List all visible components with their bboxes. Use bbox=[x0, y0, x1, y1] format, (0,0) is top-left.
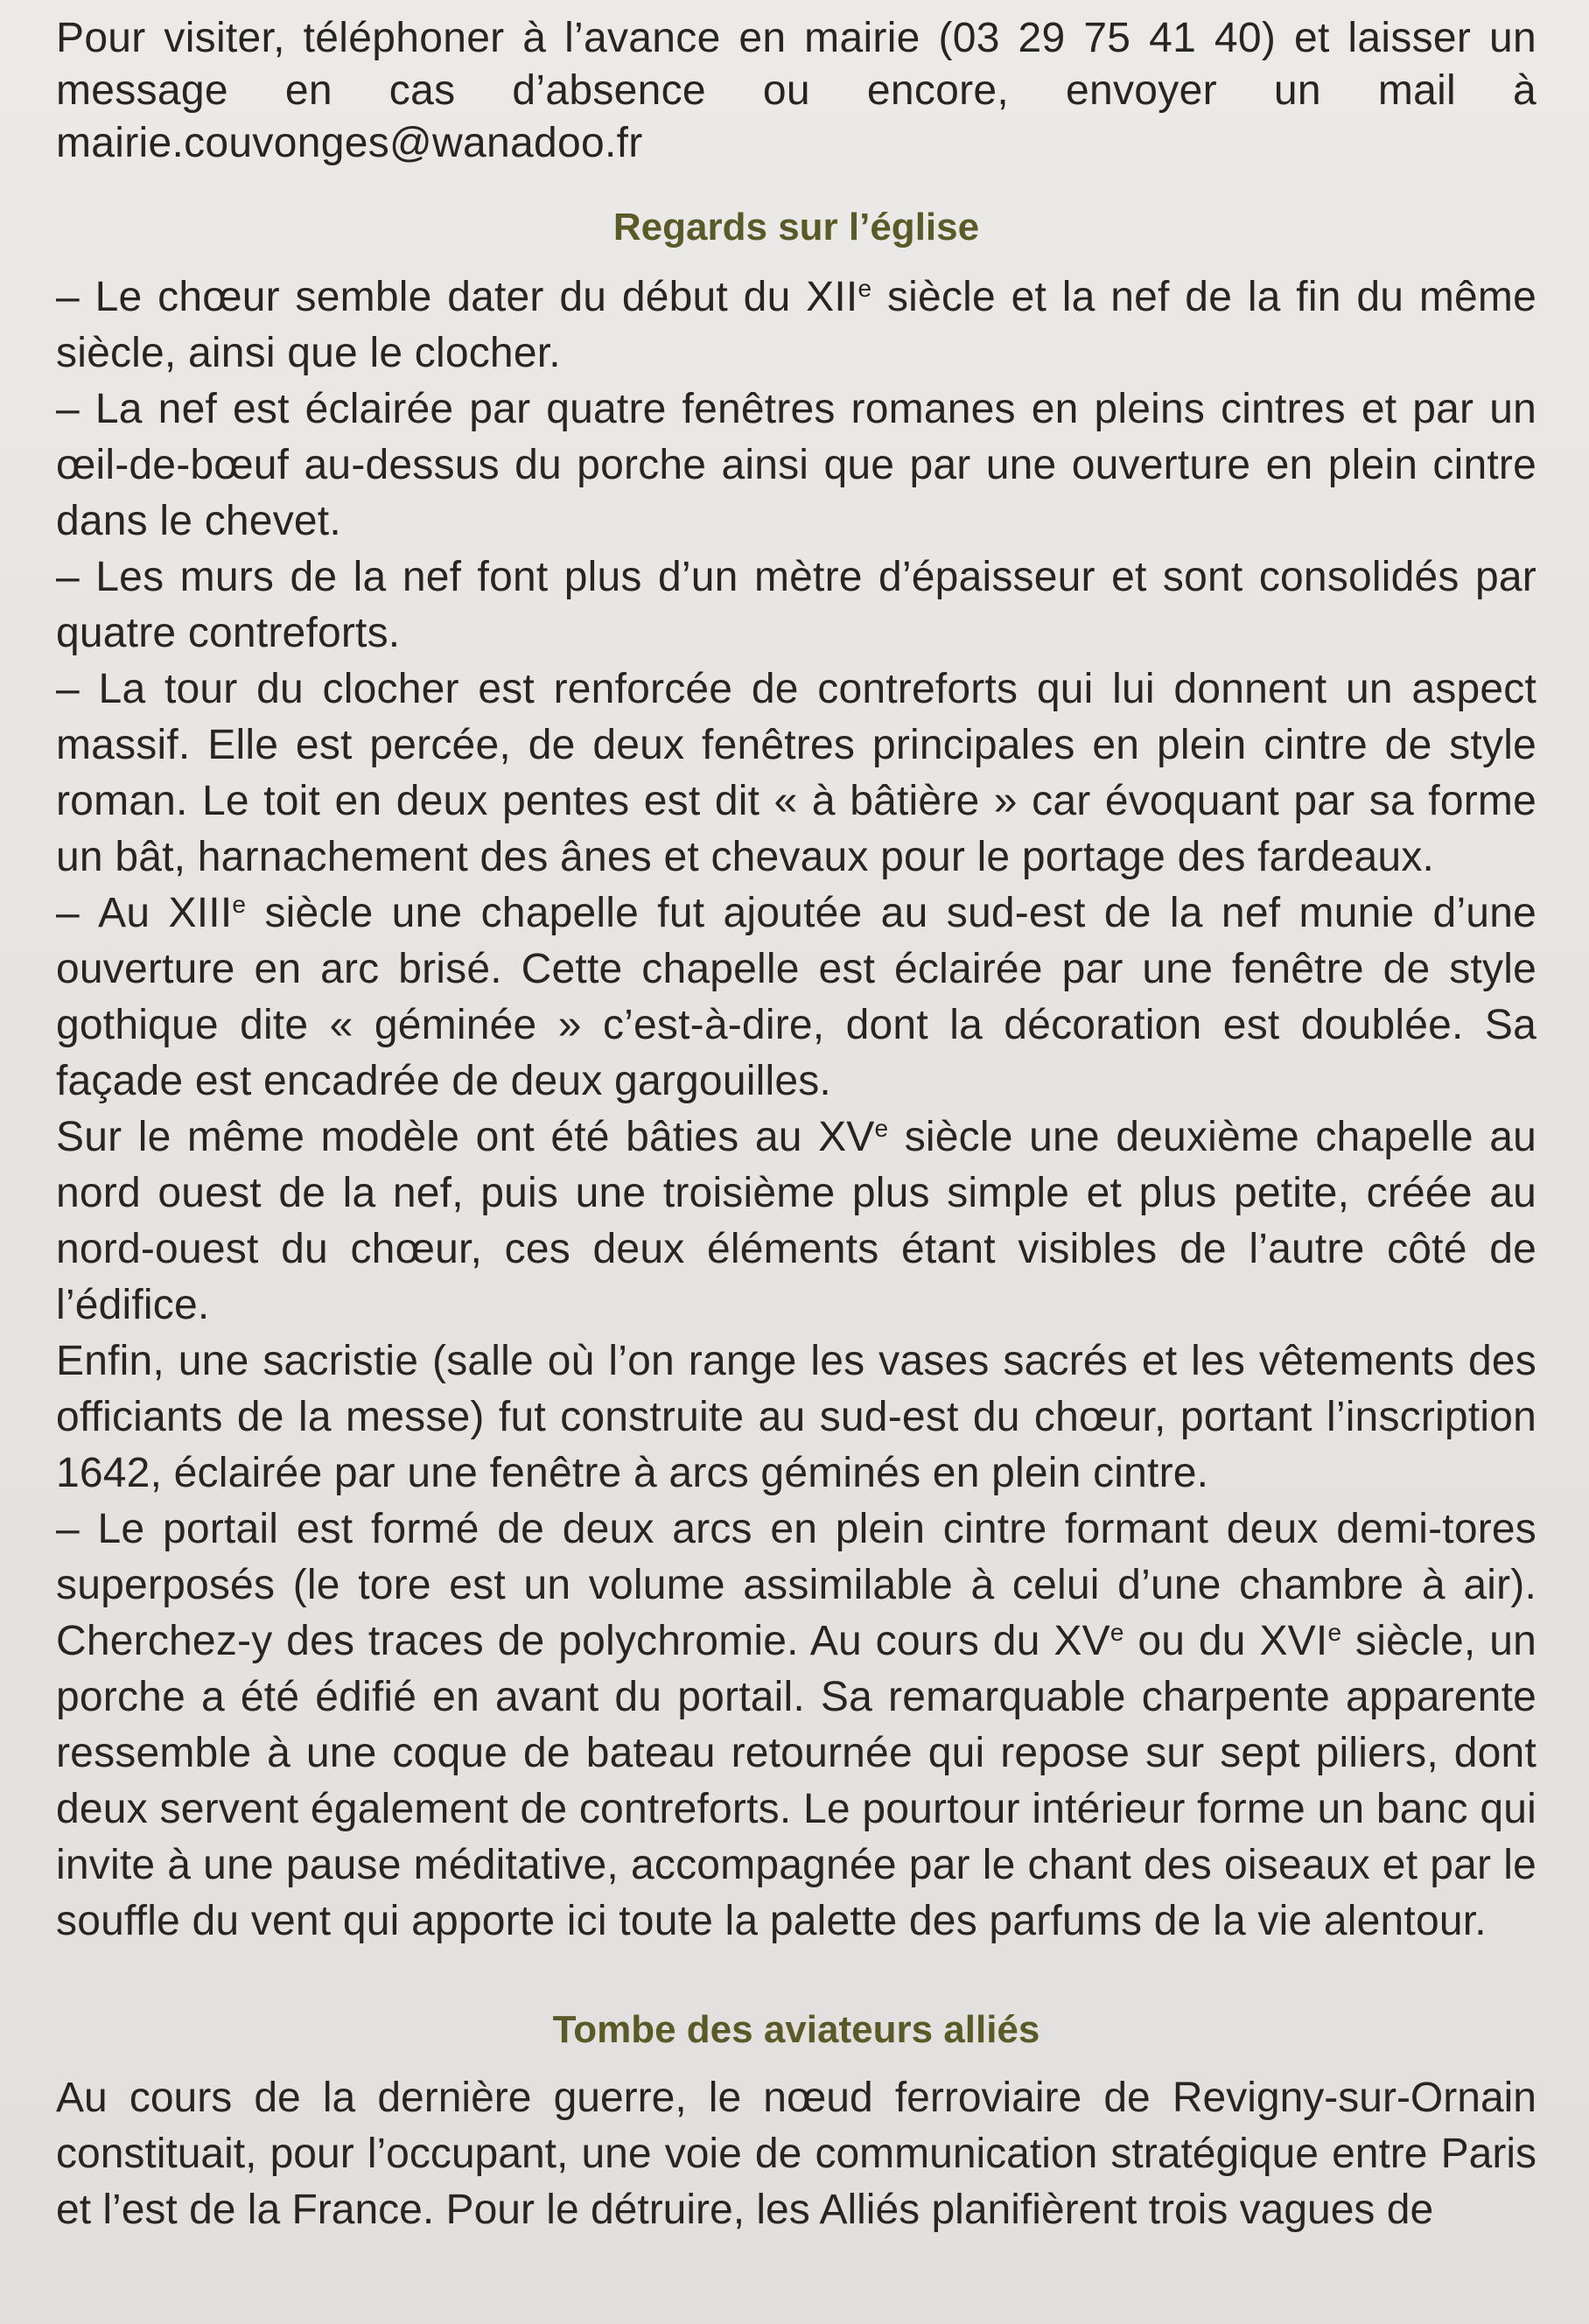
email-address: mairie.couvonges@wanadoo.fr bbox=[56, 120, 643, 166]
paragraph-chapels-15th: Sur le même modèle ont été bâties au XVe siècle une deuxième chapelle au nord ouest de la nef, puis une troisième plus simple et plus petite, créée au nord-ouest du chœur, ces deux éléments étant visibles de l’autre côté de l’édifice. bbox=[56, 1114, 1536, 1328]
paragraph-portal: – Le portail est formé de deux arcs en plein cintre formant deux demi-tores superposés (le tore est un volume assimilable à celui d’une chambre à air). Cherchez-y des traces de polychromie. Au cours du XVe ou du XVIe siècle, un porche a été édifié en avant du portail. Sa remarquable charpente apparente ressemble à une coque de bateau retournée qui repose sur sept piliers, dont deux servent également de contreforts. Le pourtour intérieur forme un banc qui invite à une pause méditative, accompagnée par le chant des oiseaux et par le souffle du vent qui apporte ici toute la palette des parfums de la vie alentour. bbox=[56, 1502, 1536, 1950]
paragraph-railway: Au cours de la dernière guerre, le nœud ferroviaire de Revigny-sur-Ornain constituait, pour l’occupant, une voie de communication stratégique entre Paris et l’est de la France. Pour le détruire, les Alliés planifièrent trois vagues de bbox=[56, 2075, 1536, 2233]
aviators-section-body bbox=[56, 2070, 1536, 2238]
paragraph-chapel-13th: – Au XIIIe siècle une chapelle fut ajoutée au sud-est de la nef munie d’une ouverture en arc brisé. Cette chapelle est éclairée par une fenêtre de style gothique dite « géminée » c’est-à-dire, dont la décoration est doublée. Sa façade est encadrée de deux gargouilles. bbox=[56, 886, 1536, 1110]
phone-number: 03 29 75 41 40 bbox=[952, 15, 1262, 61]
paragraph-nave-windows: – La nef est éclairée par quatre fenêtres romanes en pleins cintres et par un œil-de-bœuf au-dessus du porche ainsi que par une ouverture en plein cintre dans le chevet. bbox=[56, 382, 1536, 550]
visit-text-middle: ) et laisser un message en cas d’absence ou encore, envoyer un mail à bbox=[56, 15, 1536, 114]
section-heading-aviators: Tombe des aviateurs alliés bbox=[552, 2008, 1040, 2051]
visit-instructions bbox=[56, 12, 1536, 170]
paragraph-nave-walls: – Les murs de la nef font plus d’un mètre d’épaisseur et sont consolidés par quatre contreforts. bbox=[56, 550, 1536, 662]
section-heading-church: Regards sur l’église bbox=[612, 206, 980, 248]
church-section-body bbox=[56, 270, 1536, 1950]
paragraph-choir: – Le chœur semble dater du début du XIIe siècle et la nef de la fin du même siècle, ainsi que le clocher. bbox=[56, 270, 1536, 382]
visit-text-start: Pour visiter, téléphoner à l’avance en mairie ( bbox=[56, 15, 953, 61]
paragraph-bell-tower: – La tour du clocher est renforcée de contreforts qui lui donnent un aspect massif. Elle est percée, de deux fenêtres principales en plein cintre de style roman. Le toit en deux pentes est dit « à bâtière » car évoquant par sa forme un bât, harnachement des ânes et chevaux pour le portage des fardeaux. bbox=[56, 662, 1536, 886]
paragraph-sacristy: Enfin, une sacristie (salle où l’on range les vases sacrés et les vêtements des officiants de la messe) fut construite au sud-est du chœur, portant l’inscription 1642, éclairée par une fenêtre à arcs géminés en plein cintre. bbox=[56, 1338, 1536, 1496]
